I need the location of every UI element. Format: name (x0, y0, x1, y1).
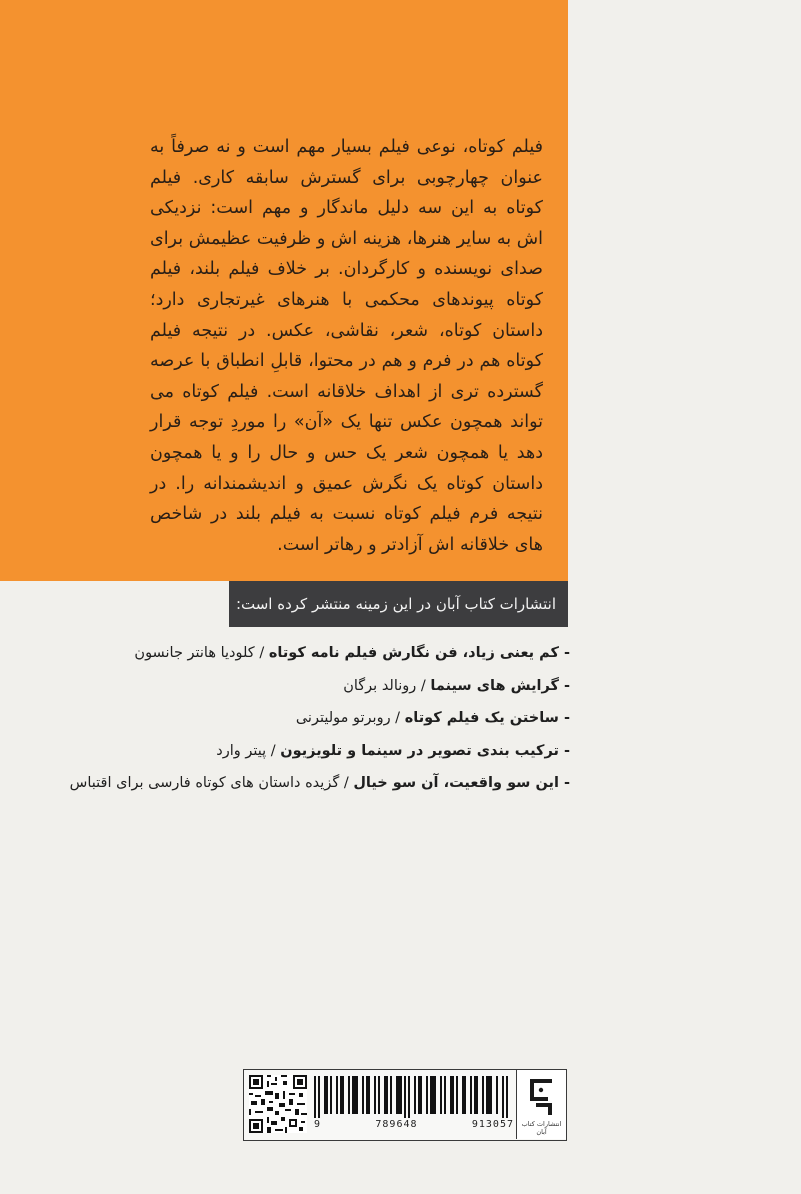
isbn-number (314, 1119, 514, 1130)
book-author: رونالد برگان (343, 677, 417, 694)
book-item (40, 670, 570, 703)
aban-logo-icon (524, 1075, 558, 1119)
book-author: گزیده داستان های کوتاه فارسی برای اقتباس (69, 775, 340, 791)
book-title: - ترکیب بندی تصویر در سینما و تلویزیون (280, 742, 570, 759)
book-author: پیتر وارد (216, 742, 267, 759)
book-item (40, 637, 570, 670)
book-list (40, 637, 570, 800)
barcode-icon (314, 1076, 510, 1118)
book-title: - ساختن یک فیلم کوتاه (404, 710, 570, 726)
book-separator: / (254, 645, 269, 661)
book-item (40, 702, 570, 735)
isbn-group-1: 789648 (375, 1119, 418, 1130)
publisher-logo (516, 1070, 566, 1139)
publisher-banner: انتشارات کتاب آبان در این زمینه منتشر کرده است: (229, 581, 568, 627)
book-separator: / (416, 677, 431, 694)
book-title: - این سو واقعیت، آن سو خیال (353, 775, 570, 791)
barcode-box (243, 1069, 567, 1141)
back-cover-blurb: فیلم کوتاه، نوعی فیلم بسیار مهم است و نه صرفاً به عنوان چهارچوبی برای گسترش سابقه کاری. فیلم کوتاه به این سه دلیل ماندگار و مهم است: نزدیکی اش به سایر هنرها، هزینه اش و ظرفیت عظیمش برای صدای نویسنده و کارگردان. بر خلاف فیلم بلند، فیلم کوتاه پیوندهای محکمی با هنرهای غیرتجاری دارد؛ داستان کوتاه، شعر، نقاشی، عکس. در نتیجه فیلم کوتاه هم در فرم و هم در محتوا، قابلِ انطباق با عرصه گسترده تری از اهداف خلاقانه است. فیلم کوتاه می تواند همچون عکس تنها یک «آن» را موردِ توجه قرار دهد یا همچون شعر یک حس و حال را و یا همچون داستان کوتاه یک نگرش عمیق و اندیشمندانه را. در نتیجه فرم فیلم کوتاه نسبت به فیلم بلند در شاخص های خلاقانه اش آزادتر و رهاتر است. (150, 137, 543, 555)
isbn-group-2: 913057 (471, 1119, 514, 1130)
book-item (40, 735, 570, 768)
book-author: روبرتو مولیترنی (295, 710, 391, 726)
book-separator: / (266, 742, 281, 759)
book-title: - گرایش های سینما (430, 677, 570, 694)
book-author: کلودیا هانتر جانسون (134, 645, 255, 661)
isbn-prefix: 9 (314, 1119, 322, 1130)
book-separator: / (339, 775, 354, 791)
book-separator: / (390, 710, 405, 726)
book-item (40, 767, 570, 800)
publisher-logo-text: انتشارات کتاب آبان (521, 1120, 562, 1136)
book-title: - کم یعنی زیاد، فن نگارش فیلم نامه کوتاه (268, 645, 570, 661)
qr-code-icon (249, 1075, 307, 1133)
